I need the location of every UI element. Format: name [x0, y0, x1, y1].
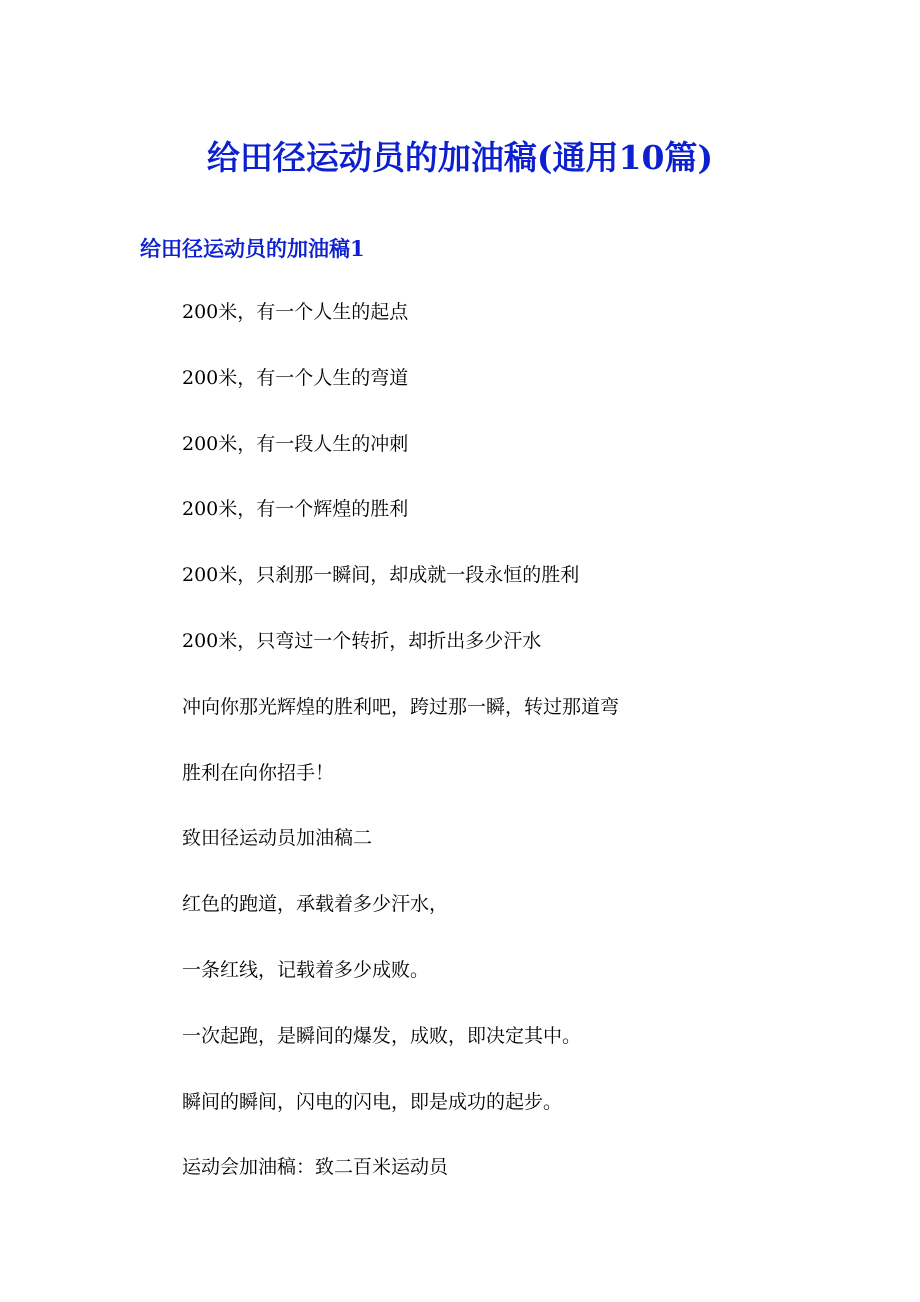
body-text — [182, 296, 882, 1217]
text-line: 200米，有一个人生的弯道 — [182, 366, 409, 389]
text-line: 瞬间的瞬间，闪电的闪电，即是成功的起步。 — [182, 1090, 563, 1113]
text-line: 一次起跑，是瞬间的爆发，成败，即决定其中。 — [182, 1024, 582, 1047]
text-line: 一条红线，记载着多少成败。 — [182, 958, 430, 981]
section-heading: 给田径运动员的加油稿1 — [140, 236, 365, 261]
text-line: 200米，只弯过一个转折，却折出多少汗水 — [182, 629, 542, 652]
text-line: 200米，只刹那一瞬间，却成就一段永恒的胜利 — [182, 564, 580, 587]
text-line: 运动会加油稿：致二百米运动员 — [182, 1156, 449, 1179]
text-line: 胜利在向你招手！ — [182, 761, 335, 784]
document-title: 给田径运动员的加油稿(通用10篇) — [206, 138, 714, 177]
text-line: 200米，有一段人生的冲刺 — [182, 432, 409, 455]
text-line: 200米，有一个辉煌的胜利 — [182, 498, 409, 521]
text-line: 致田径运动员加油稿二 — [182, 827, 373, 850]
text-line: 红色的跑道，承载着多少汗水， — [182, 893, 449, 916]
text-line: 冲向你那光辉煌的胜利吧，跨过那一瞬，转过那道弯 — [182, 695, 620, 718]
text-line: 200米，有一个人生的起点 — [182, 301, 409, 323]
